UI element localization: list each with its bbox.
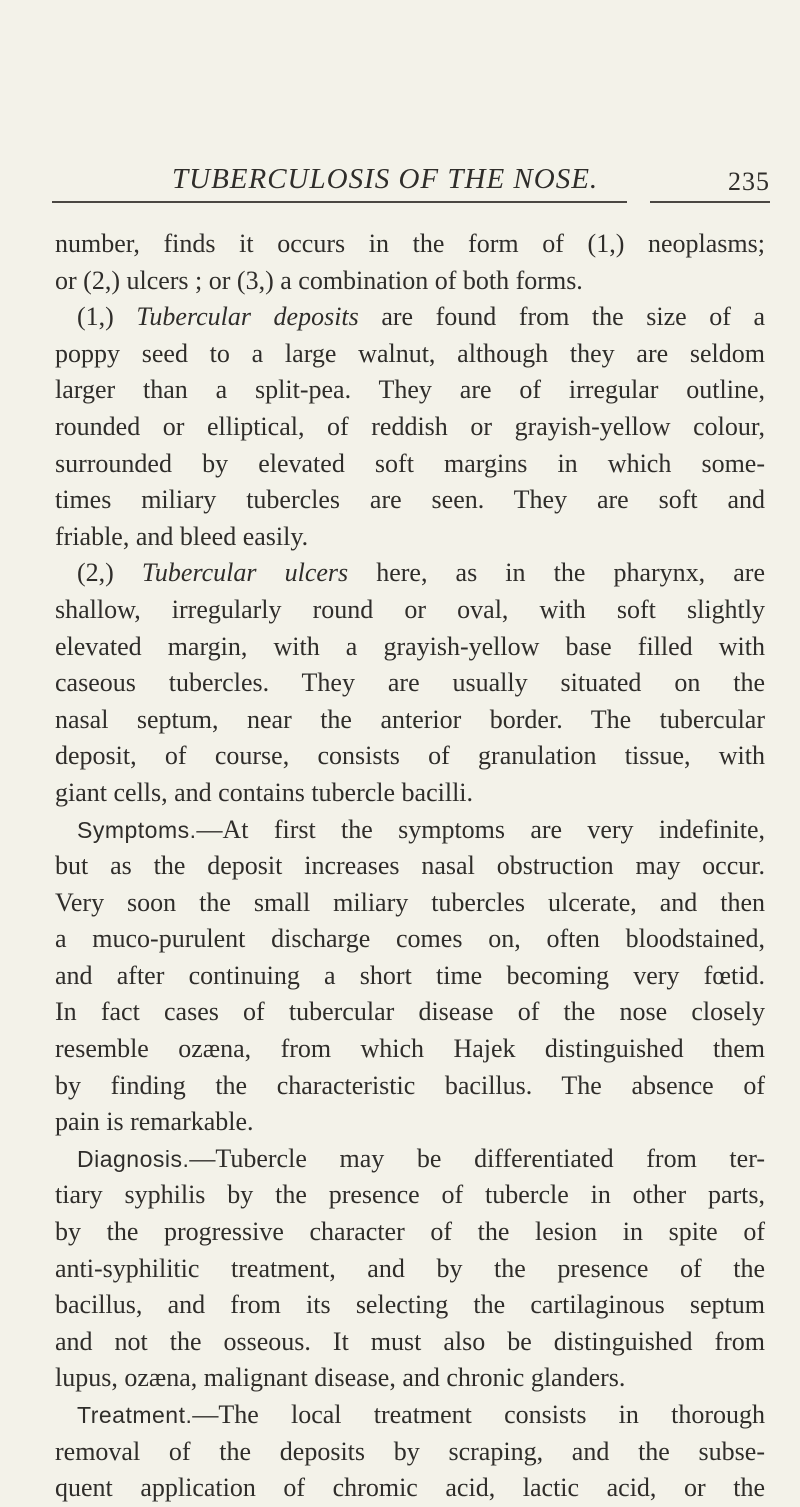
text-line: [55, 1031, 765, 1068]
text-line: [55, 1287, 765, 1324]
text-run: by finding the characteristic bacillus. The absence of: [55, 1070, 765, 1100]
text-run: pain is remarkable.: [55, 1107, 254, 1137]
text-line: [55, 1104, 765, 1141]
text-run: surrounded by elevated soft margins in which some-: [55, 448, 765, 478]
text-run: —Tubercle may be differentiated from ter-: [189, 1143, 765, 1173]
text-line: [55, 885, 765, 922]
text-line: [55, 1141, 765, 1178]
text-run: and not the osseous. It must also be distinguished from: [55, 1326, 765, 1356]
text-line: [55, 226, 765, 263]
page-number: 235: [728, 167, 770, 196]
text-line: [55, 702, 765, 739]
text-line: [55, 372, 765, 409]
text-run: giant cells, and contains tubercle bacilli.: [55, 777, 474, 807]
text-run: caseous tubercles. They are usually situated on the: [55, 668, 765, 698]
text-line: [55, 1360, 765, 1397]
text-line: [55, 1470, 765, 1507]
running-head: [52, 163, 770, 203]
text-line: [55, 482, 765, 519]
text-run: —The local treatment consists in thorough: [192, 1400, 765, 1429]
text-line: [55, 738, 765, 775]
text-run: and after continuing a short time becoming very fœtid.: [55, 960, 765, 990]
text-run: deposit, of course, consists of granulation tissue, with: [55, 741, 765, 771]
text-line: [55, 263, 765, 300]
text-run: (2,): [77, 558, 142, 588]
header-rule-right: [650, 201, 770, 203]
text-run: Very soon the small miliary tubercles ulcerate, and then: [55, 887, 765, 917]
text-run: quent application of chromic acid, lactic acid, or the: [55, 1473, 765, 1503]
text-line: [55, 592, 765, 629]
italic-term: Tubercular ulcers: [141, 558, 349, 588]
section-heading: Symptoms.: [77, 816, 197, 843]
text-run: or (2,) ulcers ; or (3,) a combination of both forms.: [55, 265, 583, 295]
text-line: [55, 958, 765, 995]
text-run: elevated margin, with a grayish-yellow base filled with: [55, 631, 765, 661]
text-line: [55, 1397, 765, 1434]
text-run: (1,): [77, 302, 137, 332]
text-line: [55, 1177, 765, 1214]
text-run: lupus, ozæna, malignant disease, and chronic glanders.: [55, 1363, 626, 1393]
text-run: In fact cases of tubercular disease of the nose closely: [55, 997, 765, 1027]
body-text: [55, 226, 765, 1507]
text-run: rounded or elliptical, of reddish or grayish-yellow colour,: [55, 411, 765, 441]
text-line: [55, 775, 765, 812]
text-run: times miliary tubercles are seen. They are soft and: [55, 485, 765, 515]
text-run: —At first the symptoms are very indefinite,: [196, 814, 765, 844]
text-run: resemble ozæna, from which Hajek distinguished them: [55, 1034, 765, 1064]
text-run: larger than a split-pea. They are of irregular outline,: [55, 375, 765, 405]
text-run: friable, and bleed easily.: [55, 521, 309, 551]
running-title: TUBERCULOSIS OF THE NOSE.: [172, 163, 599, 195]
text-line: [55, 446, 765, 483]
text-run: tiary syphilis by the presence of tubercle in other parts,: [55, 1180, 765, 1210]
text-line: [55, 1214, 765, 1251]
text-run: nasal septum, near the anterior border. The tubercular: [55, 704, 765, 734]
text-line: [55, 921, 765, 958]
text-line: [55, 555, 765, 592]
text-run: poppy seed to a large walnut, although they are seldom: [55, 338, 765, 368]
text-run: a muco-purulent discharge comes on, often bloodstained,: [55, 924, 765, 954]
text-line: [55, 812, 765, 849]
text-run: by the progressive character of the lesion in spite of: [55, 1217, 765, 1247]
text-line: [55, 665, 765, 702]
text-line: [55, 1251, 765, 1288]
text-line: [55, 629, 765, 666]
text-run: but as the deposit increases nasal obstruction may occur.: [55, 851, 765, 881]
text-line: [55, 409, 765, 446]
text-run: removal of the deposits by scraping, and the subse-: [55, 1436, 765, 1466]
text-run: here, as in the pharynx, are: [348, 558, 765, 588]
text-line: [55, 1068, 765, 1105]
text-run: are found from the size of a: [358, 302, 765, 332]
header-rule: [52, 201, 627, 203]
section-heading: Diagnosis.: [77, 1145, 190, 1172]
text-run: anti-syphilitic treatment, and by the presence of the: [55, 1253, 765, 1283]
section-heading: Treatment.: [77, 1402, 193, 1428]
text-line: [55, 519, 765, 556]
text-run: number, finds it occurs in the form of (1,) neoplasms;: [55, 229, 765, 258]
text-line: [55, 299, 765, 336]
text-line: [55, 1324, 765, 1361]
text-run: bacillus, and from its selecting the cartilaginous septum: [55, 1290, 765, 1320]
text-line: [55, 336, 765, 373]
text-run: shallow, irregularly round or oval, with soft slightly: [55, 594, 765, 624]
italic-term: Tubercular deposits: [136, 302, 359, 332]
text-line: [55, 1434, 765, 1471]
text-line: [55, 848, 765, 885]
text-line: [55, 994, 765, 1031]
